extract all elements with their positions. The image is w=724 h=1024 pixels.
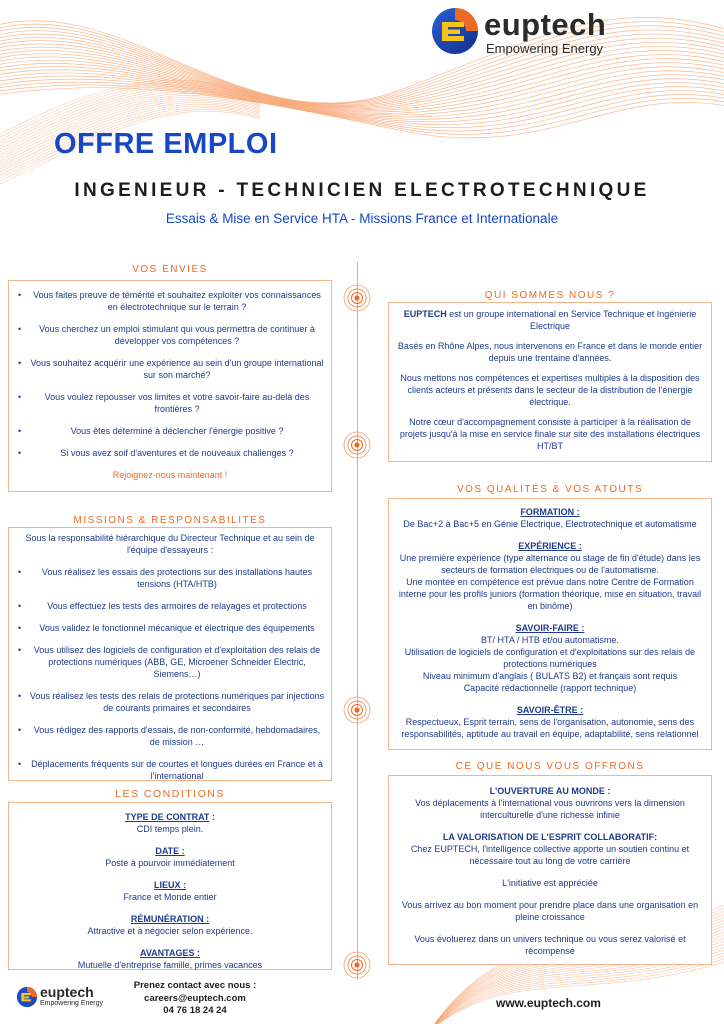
envies-cta: Rejoignez-nous maintenant !	[112, 470, 228, 480]
section-title-missions: MISSIONS & RESPONSABILITES	[73, 515, 267, 526]
contact-email[interactable]: careers@euptech.com	[144, 992, 246, 1004]
qui-brand-word: EUPTECH	[403, 309, 447, 319]
section-title-conditions: LES CONDITIONS	[115, 788, 225, 800]
qui-box	[388, 302, 712, 462]
conditions-box	[8, 802, 332, 970]
experience-text: Une première expérience (type alternance ou stage de fin d'étude) dans les secteurs de formation électriques ou de l'automatisme.	[399, 553, 701, 575]
job-subtitle: Essais & Mise en Service HTA - Missions France et Internationale	[165, 211, 559, 226]
remuneration-heading: RÉMUNÉRATION :	[130, 914, 210, 924]
formation-text: De Bac+2 à Bac+5 en Génie Electrique, Electrotechnique et automatisme	[403, 519, 697, 529]
footer-logo	[16, 984, 106, 1010]
list-item: • Vous souhaitez acquérir une expérience au sein d'un groupe international sur son marché?	[15, 357, 325, 381]
list-item: • Vous êtes déterminé à déclencher l'énergie positive ?	[15, 425, 325, 437]
contact-phone: 04 76 18 24 24	[163, 1005, 227, 1016]
timeline-node-icon	[342, 430, 372, 460]
list-item: • Vous validez le fonctionnel mécanique et électrique des équipements	[15, 622, 325, 634]
contact-label: Prenez contact avec nous :	[133, 980, 257, 991]
ouverture-heading: L'OUVERTURE AU MONDE :	[489, 786, 611, 796]
savoir-etre-heading: SAVOIR-ÊTRE :	[516, 705, 584, 715]
list-item: • Déplacements fréquents sur de courtes et longues durées en France et à l'international	[15, 758, 325, 782]
timeline-line	[357, 262, 358, 980]
avantages-text: Mutuelle d'entreprise famille, primes vacances	[77, 960, 263, 970]
valorisation-text: Chez EUPTECH, l'intelligence collective apporte un soutien continu et nécessaire tout au long de votre carrière	[410, 844, 690, 866]
valorisation-heading: LA VALORISATION DE L'ESPRIT COLLABORATIF:	[442, 832, 658, 842]
formation-heading: FORMATION :	[520, 507, 580, 517]
list-item: • Si vous avez soif d'aventures et de nouveaux challenges ?	[15, 447, 325, 459]
list-item: • Vous effectuez les tests des armoires de relayages et protections	[15, 600, 325, 612]
savoir-faire-text: Capacité rédactionnelle (rapport technique)	[463, 683, 637, 693]
offrons-box	[388, 775, 712, 965]
list-item: • Vous rédigez des rapports d'essais, de non-conformité, hebdomadaires, de mission …	[15, 724, 325, 748]
euptech-logo-icon	[430, 6, 480, 56]
qui-paragraph: Notre cœur d'accompagnement consiste à participer à la réalisation de projets jusqu'à la mise en service finale sur site des installations électriques HT/BT	[399, 417, 701, 451]
contrat-text: CDI temps plein.	[136, 824, 204, 834]
missions-intro: Sous la responsabilité hiérarchique du Directeur Technique et au sein de l'équipe d'essayeurs :	[25, 533, 315, 555]
savoir-etre-text: Respectueux, Esprit terrain, sens de l'organisation, autonomie, sens des responsabilités, aptitude au travail en équipe, adaptabilité, sens relationnel	[401, 717, 699, 739]
section-title-envies: VOS ENVIES	[132, 264, 208, 275]
logo-wordmark: euptech	[484, 7, 607, 42]
experience-heading: EXPÉRIENCE :	[518, 541, 582, 551]
envies-box	[8, 280, 332, 492]
section-title-qui: QUI SOMMES NOUS ?	[484, 290, 616, 301]
evoluerez-text: Vous évoluerez dans un univers technique ou vous serez valorisé et récompensé	[414, 934, 686, 956]
initiative-text: L'initiative est appréciée	[502, 878, 598, 888]
remuneration-text: Attractive et à négocier selon expérience.	[87, 926, 253, 936]
moment-text: Vous arrivez au bon moment pour prendre place dans une organisation en pleine croissance	[401, 900, 699, 922]
contact-block	[130, 980, 260, 1018]
qui-p1-text: est un groupe international en Service Technique et Ingénierie Electrique	[446, 309, 697, 331]
qualites-box	[388, 498, 712, 750]
date-heading: DATE :	[155, 846, 185, 856]
date-text: Poste à pourvoir immédiatement	[105, 858, 235, 868]
section-title-qualites: VOS QUALITÉS & VOS ATOUTS	[456, 484, 644, 495]
timeline-node-icon	[342, 695, 372, 725]
offer-heading: OFFRE EMPLOI	[54, 128, 278, 160]
timeline-node-icon	[342, 283, 372, 313]
euptech-logo-icon	[16, 986, 38, 1008]
contrat-colon: :	[209, 812, 215, 822]
timeline-node-icon	[342, 950, 372, 980]
avantages-heading: AVANTAGES :	[140, 948, 200, 958]
experience-text: Une montée en compétence est prévue dans notre Centre de Formation interne pour les profils juniors (formation théorique, mise en situation, travail en binôme)	[398, 577, 702, 611]
qui-paragraph	[397, 308, 703, 332]
job-title: INGENIEUR - TECHNICIEN ELECTROTECHNIQUE	[74, 180, 650, 201]
qui-paragraph: Nous mettons nos compétences et expertises multiples à la disposition des clients acteurs et présents dans le secteur de la distribution de l'énergie électrique.	[400, 373, 700, 407]
footer-logo-wordmark: euptech	[40, 984, 94, 1000]
list-item: • Vous utilisez des logiciels de configuration et d'exploitation des relais de protections numériques (ABB, GE, Microener Schneider Electric, Siemens…)	[15, 644, 325, 680]
qui-paragraph: Basés en Rhône Alpes, nous intervenons en France et dans le monde entier depuis une trentaine d'années.	[397, 341, 703, 363]
ouverture-text: Vos déplacements à l'international vous ouvrirons vers la dimension interculturelle d'une richesse infinie	[415, 798, 685, 820]
savoir-faire-text: Niveau minimum d'anglais ( BULATS B2) et français sont requis	[422, 671, 678, 681]
savoir-faire-text: BT/ HTA / HTB et/ou automatisme.	[481, 635, 619, 645]
list-item: • Vous faites preuve de témérité et souhaitez exploiter vos connaissances en électrotechnique sur le terrain ?	[15, 289, 325, 313]
contrat-heading-line	[15, 811, 325, 823]
list-item: • Vous cherchez un emploi stimulant qui vous permettra de continuer à développer vos compétences ?	[15, 323, 325, 347]
list-item: • Vous voulez repousser vos limites et votre savoir-faire au-delà des frontières ?	[15, 391, 325, 415]
section-title-offrons: CE QUE NOUS VOUS OFFRONS	[455, 761, 645, 772]
footer-logo-tagline: Empowering Energy	[40, 1000, 104, 1007]
savoir-faire-heading: SAVOIR-FAIRE :	[515, 623, 585, 633]
website-link[interactable]: www.euptech.com	[496, 996, 601, 1010]
lieux-text: France et Monde entier	[123, 892, 217, 902]
contrat-heading: TYPE DE CONTRAT	[125, 812, 210, 822]
logo	[430, 6, 650, 58]
list-item: • Vous réalisez les essais des protections sur des installations hautes tensions (HTA/HTB)	[15, 566, 325, 590]
list-item: • Vous réalisez les tests des relais de protections numériques par injections de courants primaires et secondaires	[15, 690, 325, 714]
savoir-faire-text: Utilisation de logiciels de configuration et d'exploitations sur des relais de protections numériques	[404, 647, 696, 669]
lieux-heading: LIEUX :	[153, 880, 186, 890]
missions-box	[8, 527, 332, 781]
logo-tagline: Empowering Energy	[486, 41, 604, 56]
